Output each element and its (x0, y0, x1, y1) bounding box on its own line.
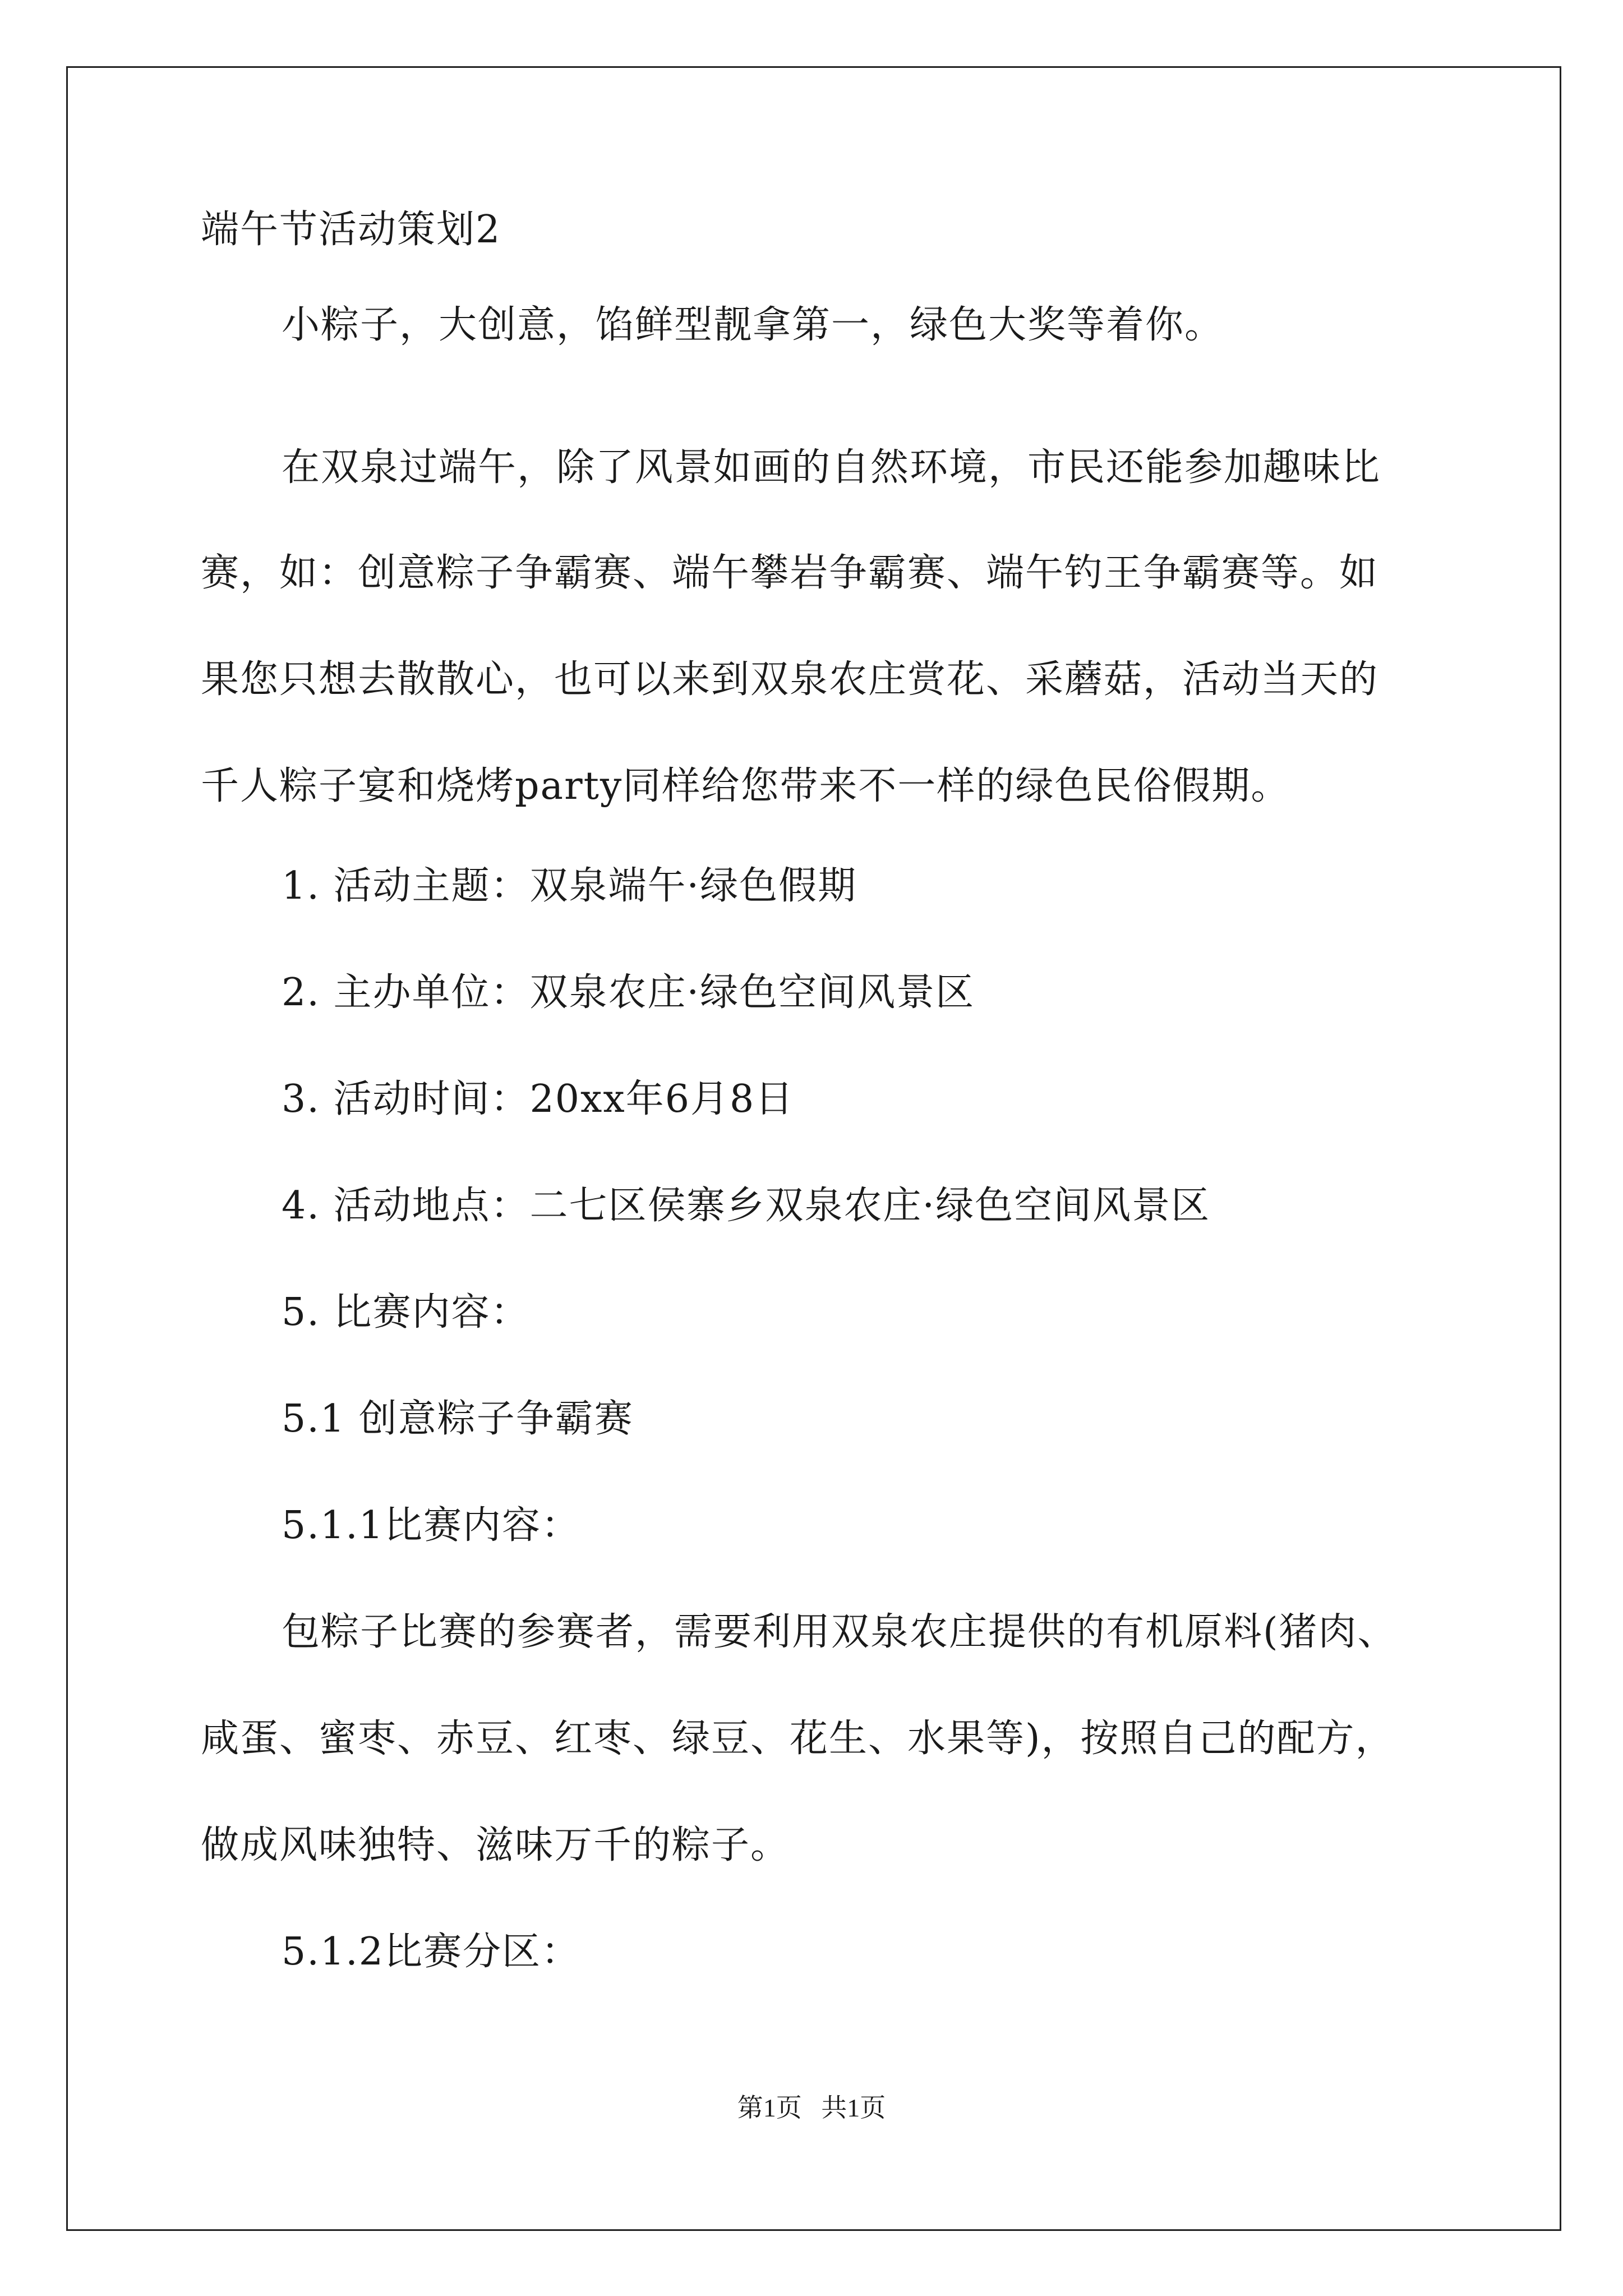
paragraph2-line-2: 咸蛋、蜜枣、赤豆、红枣、绿豆、花生、水果等)，按照自己的配方， (201, 1717, 1395, 1761)
sub-item-2: 5.1.2比赛分区： (282, 1930, 581, 1974)
paragraph1-line-1: 在双泉过端午，除了风景如画的自然环境，市民还能参加趣味比 (282, 445, 1381, 490)
item-5: 5. 比赛内容： (282, 1290, 530, 1335)
intro-line: 小粽子，大创意，馅鲜型靓拿第一，绿色大奖等着你。 (282, 303, 1224, 347)
item-4: 4. 活动地点：二七区侯寨乡双泉农庄·绿色空间风景区 (282, 1184, 1211, 1228)
page-footer: 第1页 共1页 (737, 2093, 886, 2122)
document-title: 端午节活动策划2 (201, 208, 501, 252)
paragraph1-line-4: 千人粽子宴和烧烤party同样给您带来不一样的绿色民俗假期。 (201, 764, 1290, 808)
item-2: 2. 主办单位：双泉农庄·绿色空间风景区 (282, 970, 975, 1015)
paragraph2-line-1: 包粽子比赛的参赛者，需要利用双泉农庄提供的有机原料(猪肉、 (282, 1610, 1397, 1654)
item-1: 1. 活动主题：双泉端午·绿色假期 (282, 864, 857, 908)
page-border (66, 66, 1561, 2231)
paragraph2-line-3: 做成风味独特、滋味万千的粽子。 (201, 1823, 790, 1867)
paragraph1-line-3: 果您只想去散散心，也可以来到双泉农庄赏花、采蘑菇，活动当天的 (201, 657, 1379, 702)
sub-heading: 5.1 创意粽子争霸赛 (282, 1397, 634, 1441)
item-3: 3. 活动时间：20xx年6月8日 (282, 1077, 795, 1121)
paragraph1-line-2: 赛，如：创意粽子争霸赛、端午攀岩争霸赛、端午钓王争霸赛等。如 (201, 551, 1379, 595)
sub-item-1: 5.1.1比赛内容： (282, 1503, 581, 1548)
